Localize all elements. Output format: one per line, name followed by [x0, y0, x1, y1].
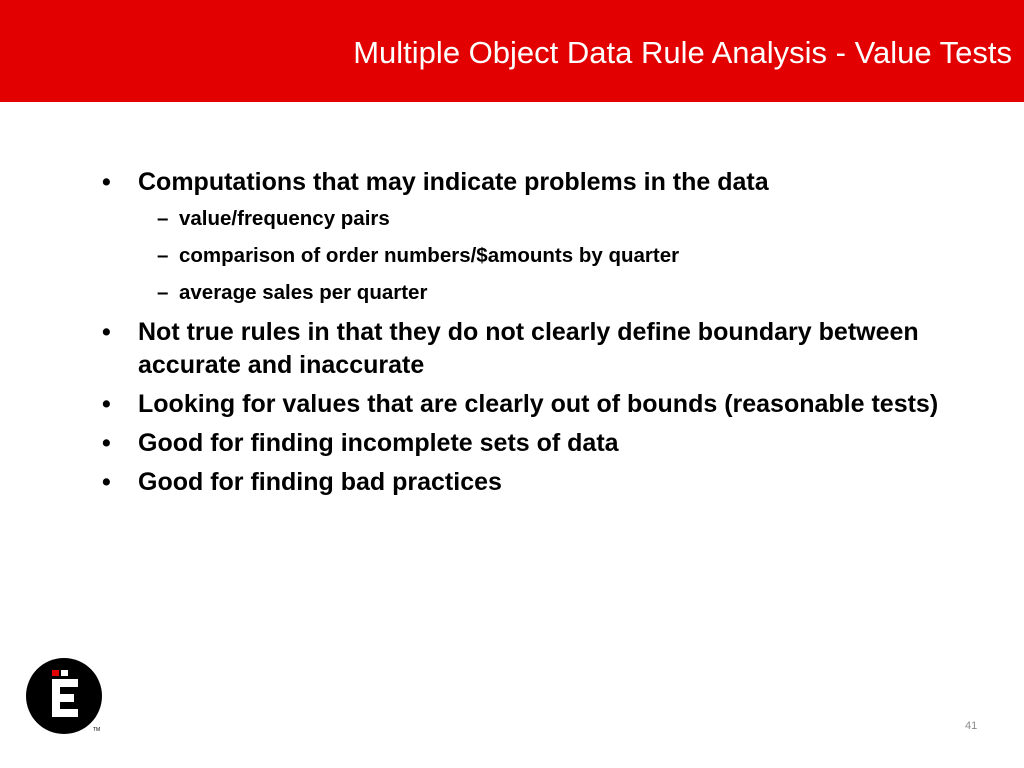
sub-bullet-item [100, 242, 940, 270]
sub-bullet-item [100, 205, 940, 233]
bullet-text: Good for finding bad practices [138, 468, 502, 496]
sub-bullet-text: value/frequency pairs [179, 207, 390, 230]
sub-bullet-list [100, 205, 940, 307]
bullet-list [100, 166, 940, 505]
trademark-mark: TM [93, 727, 101, 733]
bullet-marker: • [102, 318, 111, 346]
bullet-item [100, 466, 940, 499]
title-bar [0, 0, 1024, 102]
sub-bullet-text: comparison of order numbers/$amounts by quarter [179, 244, 680, 267]
bullet-marker: • [102, 168, 111, 196]
bullet-text: Computations that may indicate problems in the data [138, 168, 769, 196]
sub-bullet-item [100, 279, 940, 307]
sub-bullet-marker: – [157, 281, 169, 304]
page-number: 41 [965, 720, 978, 732]
bullet-text: Good for finding incomplete sets of data [138, 429, 619, 457]
slide-title: Multiple Object Data Rule Analysis - Value Tests [353, 35, 1012, 70]
sub-bullet-marker: – [157, 207, 169, 230]
sub-bullet-marker: – [157, 244, 169, 267]
bullet-text: Not true rules in that they do not clearly define boundary between accurate and inaccurate [138, 318, 919, 379]
bullet-item [100, 166, 940, 199]
bullet-text: Looking for values that are clearly out of bounds (reasonable tests) [138, 390, 939, 418]
sub-bullet-text: average sales per quarter [179, 281, 428, 304]
bullet-marker: • [102, 468, 111, 496]
bullet-marker: • [102, 390, 111, 418]
e-logo-icon [25, 657, 103, 735]
bullet-item [100, 316, 940, 382]
bullet-item [100, 427, 940, 460]
bullet-marker: • [102, 429, 111, 457]
bullet-item [100, 388, 940, 421]
